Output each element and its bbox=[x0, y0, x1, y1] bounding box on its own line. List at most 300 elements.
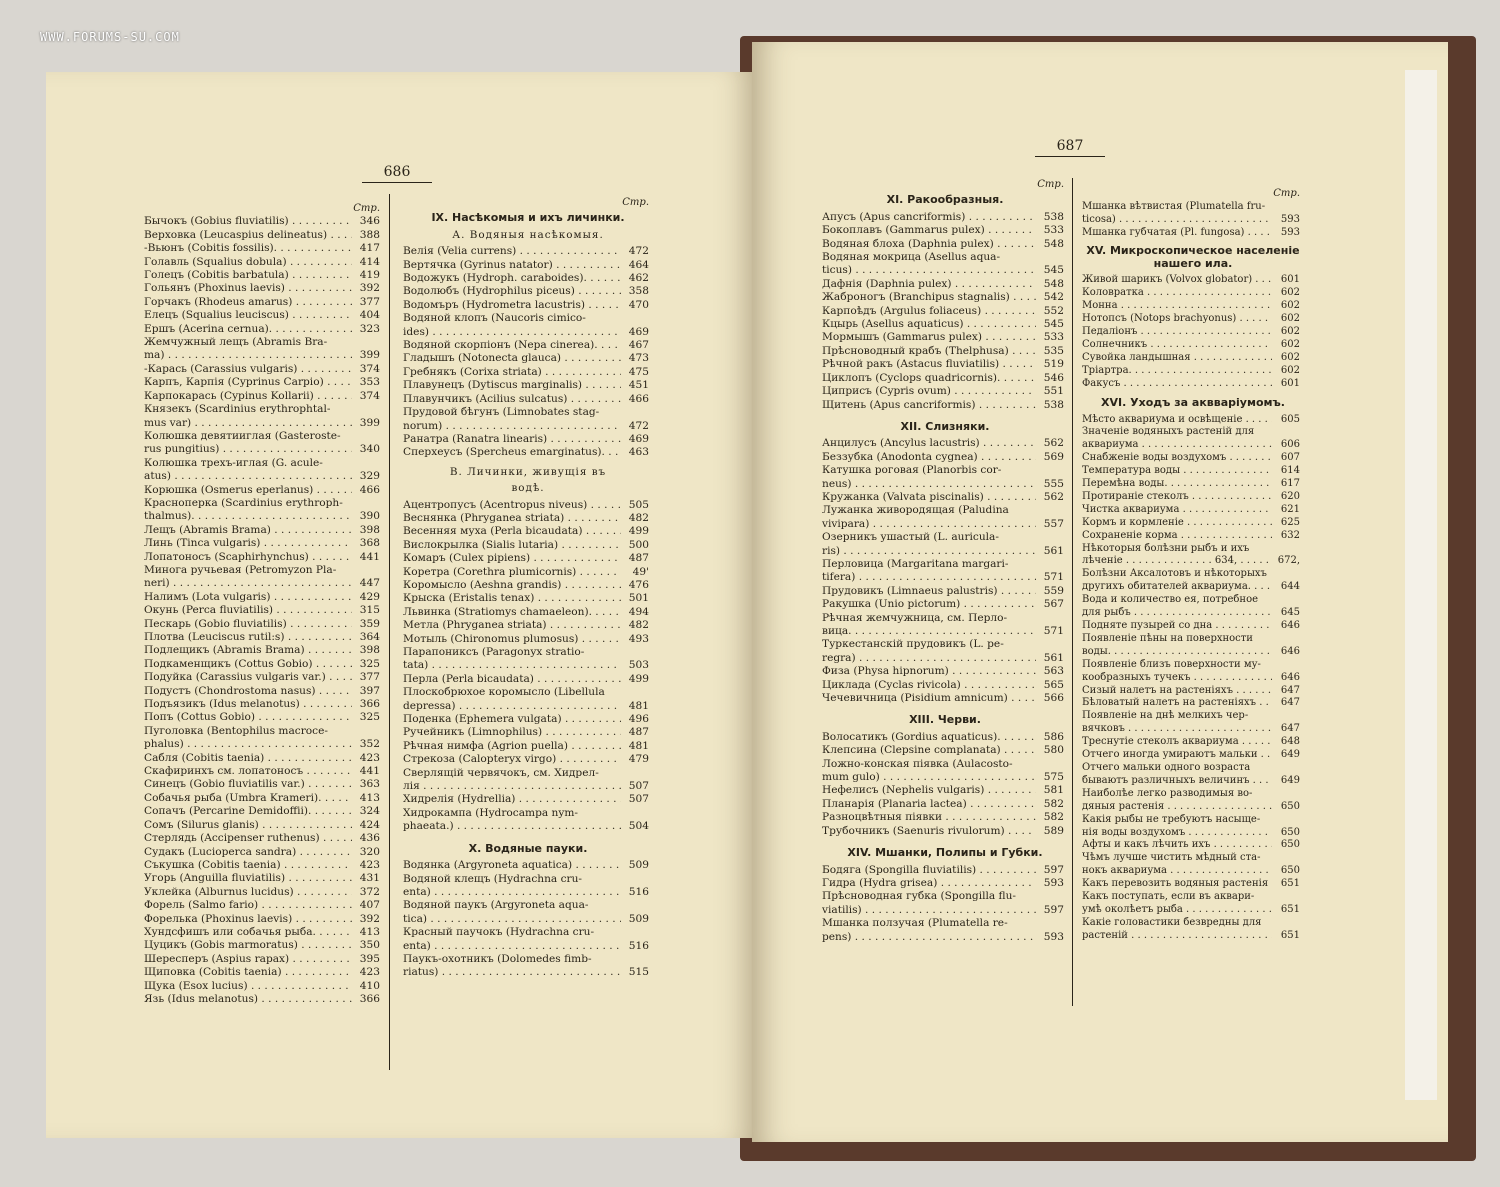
entry-name: viatilis) . . . . . . . . . . . . . . . . . . . . bbox=[822, 904, 1036, 917]
index-entry bbox=[1082, 530, 1304, 543]
entry-page: 504 bbox=[628, 820, 649, 833]
entry-name: Стерлядь (Accipenser ruthenus) . . . . . bbox=[144, 832, 352, 845]
index-entry bbox=[822, 877, 1068, 890]
entry-name: depressa) . . . . . . . . . . . . . . . . . . . bbox=[403, 700, 621, 713]
entry-page: 597 bbox=[1043, 863, 1064, 876]
entry-name: Вислокрылка (Sialis lutaria) . . . . . . . bbox=[403, 539, 621, 552]
page-number-left: 686 bbox=[362, 164, 432, 183]
index-entry bbox=[822, 679, 1068, 692]
entry-page: 340 bbox=[359, 443, 380, 456]
index-entry bbox=[1082, 274, 1304, 287]
entry-page: 423 bbox=[359, 966, 380, 979]
index-entry bbox=[1082, 581, 1304, 594]
entry-name: thalmus). . . . . . . . . . . . . . . . . . . . bbox=[144, 510, 352, 523]
index-entry bbox=[822, 917, 1068, 930]
index-entry bbox=[822, 585, 1068, 598]
index-entry bbox=[403, 245, 653, 258]
entry-name: Сомъ (Silurus glanis) . . . . . . . . . . . bbox=[144, 819, 352, 832]
entry-page: 516 bbox=[628, 885, 649, 898]
index-entry bbox=[1082, 814, 1304, 827]
section-heading-xv: XV. Микроскопическое населеніе нашего ила. bbox=[1086, 243, 1300, 270]
entry-page: 467 bbox=[628, 339, 649, 352]
index-entry bbox=[403, 433, 653, 446]
entry-page: 650 bbox=[1280, 865, 1300, 877]
index-entry bbox=[144, 443, 384, 456]
entry-name: Гребнякъ (Corixa striata) . . . . . . . . . bbox=[403, 366, 621, 379]
index-entry bbox=[822, 504, 1068, 517]
entry-page: 563 bbox=[1043, 665, 1064, 678]
entry-name: mum gulo) . . . . . . . . . . . . . . . . . . bbox=[822, 771, 1036, 784]
index-entry bbox=[144, 644, 384, 657]
entry-name: Какіе головастики безвредны для bbox=[1082, 916, 1262, 928]
entry-page: 516 bbox=[628, 939, 649, 952]
index-entry bbox=[1082, 300, 1304, 313]
entry-name: ides) . . . . . . . . . . . . . . . . . . . . . . . bbox=[403, 326, 621, 339]
index-entry bbox=[1082, 891, 1304, 904]
entry-name: Апусъ (Apus cancriformis) . . . . . . . bbox=[822, 211, 1036, 224]
index-entry bbox=[1082, 736, 1304, 749]
index-entry bbox=[403, 446, 653, 459]
index-entry bbox=[144, 939, 384, 952]
entry-page: 538 bbox=[1043, 210, 1064, 223]
entry-name: Туркестанскій прудовикъ (L. pe- bbox=[822, 638, 1004, 651]
entry-page: 646 bbox=[1280, 620, 1300, 631]
index-entry bbox=[822, 558, 1068, 571]
entry-name: Мормышъ (Gammarus pulex) . . . . . . . bbox=[822, 331, 1036, 344]
entry-name: Сверлящій червячокъ, см. Хидрел- bbox=[403, 766, 599, 779]
entry-page: 399 bbox=[359, 349, 380, 362]
column-divider bbox=[389, 194, 390, 1070]
index-entry bbox=[144, 390, 384, 403]
entry-page: 545 bbox=[1043, 264, 1064, 277]
index-entry bbox=[403, 633, 653, 646]
entry-name: Горчакъ (Rhodeus amarus) . . . . . . . . bbox=[144, 296, 352, 309]
index-entry bbox=[1082, 930, 1304, 943]
entry-name: Угорь (Anguilla fluviatilis) . . . . . . . . bbox=[144, 872, 352, 885]
entry-page: 462 bbox=[628, 272, 649, 285]
entry-name: riatus) . . . . . . . . . . . . . . . . . . . . . bbox=[403, 966, 621, 979]
index-entry bbox=[144, 631, 384, 644]
entry-page: 557 bbox=[1043, 517, 1064, 530]
index-entry bbox=[144, 738, 384, 751]
index-entry bbox=[822, 731, 1068, 744]
left-page bbox=[46, 72, 756, 1138]
entry-name: Водомъръ (Hydrometra lacustris) . . . . bbox=[403, 299, 621, 312]
entry-page: 545 bbox=[1043, 318, 1064, 331]
entry-name: phalus) . . . . . . . . . . . . . . . . . . . . . bbox=[144, 738, 352, 751]
index-entry bbox=[144, 752, 384, 765]
index-entry bbox=[403, 499, 653, 512]
entry-page: 352 bbox=[359, 738, 380, 751]
entry-name: Температура воды . . . . . . . . . . . . . bbox=[1082, 465, 1272, 478]
entry-page: 358 bbox=[628, 285, 649, 298]
index-entry bbox=[1082, 917, 1304, 930]
index-entry bbox=[403, 926, 653, 939]
entry-page: 390 bbox=[359, 510, 380, 523]
entry-page: 363 bbox=[359, 778, 380, 791]
entry-page: 451 bbox=[628, 379, 649, 392]
entry-page: 496 bbox=[628, 713, 649, 726]
index-entry bbox=[144, 886, 384, 899]
entry-page: 315 bbox=[359, 604, 380, 617]
entry-page: 466 bbox=[359, 483, 380, 496]
index-entry bbox=[144, 430, 384, 443]
entry-page: 617 bbox=[1280, 478, 1300, 490]
entry-name: neri) . . . . . . . . . . . . . . . . . . . . . . . bbox=[144, 577, 352, 590]
index-entry bbox=[1082, 723, 1304, 736]
index-entry bbox=[403, 285, 653, 298]
entry-name: Карпъ, Карпія (Cyprinus Carpio) . . . bbox=[144, 376, 352, 389]
entry-name: Тріартра. . . . . . . . . . . . . . . . . . . . . bbox=[1082, 365, 1272, 378]
entry-page: 646 bbox=[1280, 671, 1300, 683]
entry-name: Паукъ-охотникъ (Dolomedes fimb- bbox=[403, 952, 592, 965]
entry-page: 581 bbox=[1043, 784, 1064, 797]
index-entry bbox=[822, 638, 1068, 651]
entry-name: Сувойка ландышная . . . . . . . . . . . . bbox=[1082, 352, 1272, 365]
entry-name: Ершъ (Acerina cernua). . . . . . . . . . . bbox=[144, 323, 352, 336]
index-entry bbox=[1082, 313, 1304, 326]
section-heading-x: X. Водяные пауки. bbox=[468, 841, 588, 855]
entry-page: 464 bbox=[628, 258, 649, 271]
entry-page: 320 bbox=[359, 845, 380, 858]
entry-page: 472 bbox=[628, 419, 649, 432]
entry-name: Факусъ . . . . . . . . . . . . . . . . . . . . . . bbox=[1082, 378, 1272, 391]
index-entry bbox=[822, 305, 1068, 318]
entry-name: enta) . . . . . . . . . . . . . . . . . . . . . . bbox=[403, 886, 621, 899]
entry-page: 571 bbox=[1043, 571, 1064, 584]
entry-name: ris) . . . . . . . . . . . . . . . . . . . . . . . bbox=[822, 545, 1036, 558]
index-entry bbox=[144, 698, 384, 711]
index-entry bbox=[822, 904, 1068, 917]
section-heading-xiv: XIV. Мшанки, Полипы и Губки. bbox=[847, 846, 1043, 860]
index-entry bbox=[1082, 452, 1304, 465]
entry-name: Голецъ (Cobitis barbatula) . . . . . . . bbox=[144, 269, 352, 282]
index-entry bbox=[1082, 827, 1304, 840]
index-entry bbox=[822, 531, 1068, 544]
entry-page: 602 bbox=[1280, 313, 1300, 325]
index-entry bbox=[822, 758, 1068, 771]
entry-page: 546 bbox=[1043, 371, 1064, 384]
index-entry bbox=[144, 846, 384, 859]
entry-name: Нотопсъ (Notops brachyonus) . . . . . . bbox=[1082, 313, 1272, 326]
entry-name: Рѣчной ракъ (Astacus fluviatilis) . . . bbox=[822, 358, 1036, 371]
entry-page: 505 bbox=[628, 498, 649, 511]
entry-page: 509 bbox=[628, 912, 649, 925]
index-entry bbox=[1082, 287, 1304, 300]
entry-name: лѣченіе . . . . . . . . . . . . . . 634, . . . bbox=[1082, 555, 1272, 568]
index-entry bbox=[1082, 710, 1304, 723]
index-entry bbox=[403, 966, 653, 979]
entry-name: Ручейникъ (Limnophilus) . . . . . . . . . bbox=[403, 726, 621, 739]
index-entry bbox=[144, 470, 384, 483]
entry-name: нія воды воздухомъ . . . . . . . . . . . bbox=[1082, 827, 1272, 840]
entry-name: Прудовой бѣгунъ (Limnobates stag- bbox=[403, 406, 600, 419]
entry-name: Скафиринхъ см. лопатоносъ . . . . . . bbox=[144, 765, 352, 778]
entry-name: Вода и количество ея, потребное bbox=[1082, 594, 1259, 606]
entry-page: 413 bbox=[359, 925, 380, 938]
entry-name: neus) . . . . . . . . . . . . . . . . . . . . . bbox=[822, 478, 1036, 491]
entry-page: 377 bbox=[359, 295, 380, 308]
index-entry bbox=[822, 825, 1068, 838]
entry-page: 593 bbox=[1043, 876, 1064, 889]
entry-name: Коретра (Corethra plumicornis) . . . . . bbox=[403, 566, 621, 579]
index-entry bbox=[1082, 904, 1304, 917]
index-entry bbox=[144, 537, 384, 550]
index-entry bbox=[403, 512, 653, 525]
entry-name: ma) . . . . . . . . . . . . . . . . . . . . . . . bbox=[144, 349, 352, 362]
index-entry bbox=[144, 269, 384, 282]
entry-page: 479 bbox=[628, 753, 649, 766]
index-entry bbox=[1082, 426, 1304, 439]
entry-page: 476 bbox=[628, 578, 649, 591]
entry-name: Снабженіе воды воздухомъ . . . . . . . bbox=[1082, 452, 1272, 465]
index-entry bbox=[144, 296, 384, 309]
entry-name: Чистка аквариума . . . . . . . . . . . . . bbox=[1082, 504, 1272, 517]
entry-name: Колюшка девятииглая (Gasteroste- bbox=[144, 429, 341, 442]
index-entry bbox=[1082, 594, 1304, 607]
index-entry bbox=[144, 564, 384, 577]
index-entry bbox=[403, 807, 653, 820]
entry-page: 647 bbox=[1280, 723, 1300, 735]
entry-name: вячковъ . . . . . . . . . . . . . . . . . . . . bbox=[1082, 723, 1272, 736]
entry-page: 533 bbox=[1043, 331, 1064, 344]
index-entry bbox=[403, 899, 653, 912]
page-ref-label: Стр. bbox=[353, 203, 380, 214]
index-entry bbox=[144, 591, 384, 604]
entry-page: 399 bbox=[359, 416, 380, 429]
entry-name: Бѣловатый налетъ на растеніяхъ . . . bbox=[1082, 697, 1272, 710]
entry-name: Метла (Phryganea striata) . . . . . . . . bbox=[403, 619, 621, 632]
entry-name: Крыска (Eristalis tenax) . . . . . . . . . bbox=[403, 592, 621, 605]
watermark-text: WWW.FORUMS-SU.COM bbox=[40, 30, 180, 44]
entry-name: Физа (Physa hipnorum) . . . . . . . . . . bbox=[822, 665, 1036, 678]
entry-name: vivipara) . . . . . . . . . . . . . . . . . . . bbox=[822, 518, 1036, 531]
entry-name: бываютъ различныхъ величинъ . . . bbox=[1082, 775, 1272, 788]
entry-page: 589 bbox=[1043, 824, 1064, 837]
index-entry bbox=[822, 931, 1068, 944]
entry-name: Циклада (Cyclas rivicola) . . . . . . . . bbox=[822, 679, 1036, 692]
index-entry bbox=[822, 890, 1068, 903]
entry-name: Катушка роговая (Planorbis cor- bbox=[822, 464, 1002, 477]
entry-name: Прѣсноводный крабъ (Thelphusa) . . . bbox=[822, 345, 1036, 358]
index-entry bbox=[1082, 839, 1304, 852]
index-entry bbox=[822, 545, 1068, 558]
index-entry bbox=[144, 832, 384, 845]
entry-name: Мѣсто аквариума и освѣщеніе . . . . . bbox=[1082, 414, 1272, 427]
entry-page: 602 bbox=[1280, 364, 1300, 376]
index-entry bbox=[822, 771, 1068, 784]
entry-name: Подустъ (Chondrostoma nasus) . . . . . bbox=[144, 685, 352, 698]
section-heading-xi: XI. Ракообразныя. bbox=[886, 193, 1004, 207]
index-entry bbox=[1082, 227, 1304, 240]
entry-name: Парапониксъ (Paragonyx stratio- bbox=[403, 646, 585, 658]
index-entry bbox=[144, 725, 384, 738]
entry-name: Перловица (Margaritana margari- bbox=[822, 557, 1009, 570]
entry-name: Водяная мокрица (Asellus aqua- bbox=[822, 251, 1001, 264]
index-entry bbox=[403, 339, 653, 352]
entry-name: Собачья рыба (Umbra Krameri). . . . . bbox=[144, 792, 352, 805]
entry-name: Какъ поступать, если въ аквари- bbox=[1082, 891, 1255, 903]
entry-name: Князекъ (Scardinius erythrophtal- bbox=[144, 403, 331, 416]
entry-page: 555 bbox=[1043, 477, 1064, 490]
index-entry bbox=[144, 765, 384, 778]
entry-name: Появленіе на днѣ мелкихъ чер- bbox=[1082, 710, 1249, 722]
entry-name: Кружанка (Valvata piscinalis) . . . . . . bbox=[822, 491, 1036, 504]
entry-page: 469 bbox=[628, 432, 649, 445]
index-entry bbox=[822, 372, 1068, 385]
entry-name: Голавль (Squalius dobula) . . . . . . . . bbox=[144, 256, 352, 269]
index-entry bbox=[403, 726, 653, 739]
entry-page: 323 bbox=[359, 322, 380, 335]
entry-page: 397 bbox=[359, 684, 380, 697]
entry-page: 436 bbox=[359, 832, 380, 845]
entry-page: 601 bbox=[1280, 377, 1300, 389]
entry-page: 672, bbox=[1277, 555, 1300, 567]
entry-name: Сопачъ (Percarine Demidoffii). . . . . . bbox=[144, 805, 352, 818]
entry-page: 533 bbox=[1043, 224, 1064, 237]
entry-name: mus var) . . . . . . . . . . . . . . . . . . . . bbox=[144, 417, 352, 430]
entry-name: Стрекоза (Calopteryx virgo) . . . . . . . . bbox=[403, 753, 621, 766]
index-entry bbox=[403, 940, 653, 953]
index-entry bbox=[822, 211, 1068, 224]
entry-page: 651 bbox=[1280, 903, 1300, 915]
entry-name: Беззубка (Anodonta cygnea) . . . . . . bbox=[822, 451, 1036, 464]
entry-name: нокъ аквариума . . . . . . . . . . . . . . bbox=[1082, 865, 1272, 878]
entry-page: 602 bbox=[1280, 300, 1300, 312]
index-entry bbox=[144, 363, 384, 376]
index-entry bbox=[403, 820, 653, 833]
index-entry bbox=[1082, 646, 1304, 659]
entry-page: 580 bbox=[1043, 744, 1064, 757]
subsection-heading-b-cont: водѣ. bbox=[511, 482, 545, 495]
entry-name: умѣ околѣетъ рыба . . . . . . . . . . . bbox=[1082, 904, 1272, 917]
entry-name: Судакъ (Lucioperca sandra) . . . . . . . bbox=[144, 846, 352, 859]
entry-name: для рыбъ . . . . . . . . . . . . . . . . . . . bbox=[1082, 607, 1272, 620]
index-entry bbox=[403, 686, 653, 699]
entry-page: 325 bbox=[359, 711, 380, 724]
entry-page: 602 bbox=[1280, 326, 1300, 338]
entry-name: Водяная блоха (Daphnia pulex) . . . . . bbox=[822, 238, 1036, 251]
entry-page: 645 bbox=[1280, 607, 1300, 619]
section-heading-xvi: XVI. Уходъ за аквваріумомъ. bbox=[1101, 395, 1285, 409]
index-entry bbox=[144, 778, 384, 791]
entry-name: воды. . . . . . . . . . . . . . . . . . . . . . . bbox=[1082, 646, 1272, 659]
entry-name: Кормъ и кормленіе . . . . . . . . . . . . bbox=[1082, 517, 1272, 530]
entry-name: Наиболѣе легко разводимыя во- bbox=[1082, 787, 1253, 799]
entry-name: Кцырь (Asellus aquaticus) . . . . . . . . bbox=[822, 318, 1036, 331]
index-entry bbox=[403, 326, 653, 339]
index-entry bbox=[403, 673, 653, 686]
entry-name: Сабля (Cobitis taenia) . . . . . . . . . . bbox=[144, 752, 352, 765]
entry-name: Лопатоносъ (Scaphirhynchus) . . . . . bbox=[144, 551, 352, 564]
index-entry bbox=[1082, 543, 1304, 556]
entry-name: Лещъ (Abramis Brama) . . . . . . . . . . bbox=[144, 524, 352, 537]
entry-name: Колюшка трехъ-иглая (G. acule- bbox=[144, 456, 323, 469]
entry-name: Чечевичница (Pisidium amnicum) . . . . bbox=[822, 692, 1036, 705]
index-entry bbox=[1082, 788, 1304, 801]
index-entry bbox=[822, 478, 1068, 491]
entry-page: 417 bbox=[359, 242, 380, 255]
entry-name: Вертячка (Gyrinus natator) . . . . . . . . bbox=[403, 259, 621, 272]
index-entry bbox=[144, 819, 384, 832]
entry-page: 350 bbox=[359, 939, 380, 952]
index-entry bbox=[822, 571, 1068, 584]
entry-page: 548 bbox=[1043, 277, 1064, 290]
entry-name: Дафнія (Daphnia pulex) . . . . . . . . . . bbox=[822, 278, 1036, 291]
entry-page: 651 bbox=[1280, 929, 1300, 941]
index-entry bbox=[403, 606, 653, 619]
entry-name: Коловратка . . . . . . . . . . . . . . . . . . bbox=[1082, 287, 1272, 300]
entry-page: 487 bbox=[628, 552, 649, 565]
index-entry bbox=[403, 700, 653, 713]
entry-name: Плавунчикъ (Acilius sulcatus) . . . . . . bbox=[403, 393, 621, 406]
section-heading-xiii: XIII. Черви. bbox=[909, 713, 981, 727]
entry-page: 606 bbox=[1280, 439, 1300, 451]
entry-name: ticus) . . . . . . . . . . . . . . . . . . . . . bbox=[822, 264, 1036, 277]
index-entry bbox=[822, 331, 1068, 344]
entry-page: 482 bbox=[628, 619, 649, 632]
entry-name: atus) . . . . . . . . . . . . . . . . . . . . . . bbox=[144, 470, 352, 483]
index-entry bbox=[144, 256, 384, 269]
entry-name: -Карась (Carassius vulgaris) . . . . . . bbox=[144, 363, 352, 376]
index-entry bbox=[403, 780, 653, 793]
entry-page: 329 bbox=[359, 470, 380, 483]
entry-page: 582 bbox=[1043, 811, 1064, 824]
entry-name: Мшанка вѣтвистая (Plumatella fru- bbox=[1082, 200, 1266, 212]
index-entry bbox=[144, 792, 384, 805]
entry-page: 395 bbox=[359, 952, 380, 965]
entry-name: Бычокъ (Gobius fluviatilis) . . . . . . . bbox=[144, 215, 352, 228]
entry-name: Подъязикъ (Idus melanotus) . . . . . . . bbox=[144, 698, 352, 711]
column-divider bbox=[1072, 178, 1073, 1006]
entry-name: Клепсина (Clepsine complanata) . . . . bbox=[822, 744, 1036, 757]
index-entry bbox=[144, 323, 384, 336]
index-entry bbox=[144, 229, 384, 242]
index-entry bbox=[403, 713, 653, 726]
entry-name: phaeata.) . . . . . . . . . . . . . . . . . . . bbox=[403, 820, 621, 833]
index-entry bbox=[144, 524, 384, 537]
page-ref-label: Стр. bbox=[1037, 179, 1064, 190]
entry-page: 499 bbox=[628, 525, 649, 538]
entry-name: Гидра (Hydra grisea) . . . . . . . . . . . bbox=[822, 877, 1036, 890]
entry-name: Трубочникъ (Saenuris rivulorum) . . . . bbox=[822, 825, 1036, 838]
entry-page: 561 bbox=[1043, 544, 1064, 557]
entry-name: Водяной паукъ (Argyroneta aqua- bbox=[403, 899, 589, 912]
index-entry bbox=[403, 259, 653, 272]
index-entry bbox=[1082, 749, 1304, 762]
entry-page: 482 bbox=[628, 511, 649, 524]
entry-name: Подлещикъ (Abramis Brama) . . . . . . bbox=[144, 644, 352, 657]
index-entry bbox=[403, 953, 653, 966]
index-entry bbox=[1082, 775, 1304, 788]
index-entry bbox=[403, 592, 653, 605]
index-entry bbox=[822, 798, 1068, 811]
entry-page: 614 bbox=[1280, 465, 1300, 477]
entry-page: 413 bbox=[359, 791, 380, 804]
entry-name: Хидрокампа (Hydrocampa nym- bbox=[403, 806, 578, 819]
entry-name: Мшанка губчатая (Pl. fungosa) . . . . . bbox=[1082, 227, 1272, 240]
entry-page: 650 bbox=[1280, 826, 1300, 838]
index-entry bbox=[403, 552, 653, 565]
entry-page: 571 bbox=[1043, 625, 1064, 637]
index-entry bbox=[822, 264, 1068, 277]
entry-page: 493 bbox=[628, 632, 649, 645]
entry-name: Пуголовка (Bentophilus macroce- bbox=[144, 724, 328, 737]
entry-page: 407 bbox=[359, 899, 380, 912]
entry-name: Разноцвѣтныя піявки . . . . . . . . . . . bbox=[822, 811, 1036, 824]
index-entry bbox=[403, 859, 653, 872]
entry-name: Весенняя муха (Perla bicaudata) . . . . . bbox=[403, 525, 621, 538]
